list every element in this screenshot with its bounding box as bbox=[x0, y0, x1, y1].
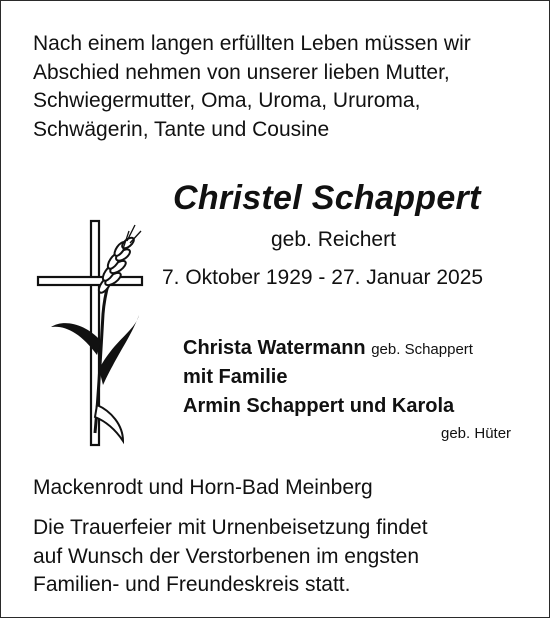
deceased-name: Christel Schappert bbox=[173, 179, 481, 217]
location: Mackenrodt und Horn-Bad Meinberg bbox=[33, 476, 373, 499]
intro-line: Schwiegermutter, Oma, Uroma, Ururoma, bbox=[33, 89, 421, 112]
closing-line: Familien- und Freundeskreis statt. bbox=[33, 573, 351, 596]
mourner-birth-name: geb. Schappert bbox=[371, 341, 473, 358]
mourners-list bbox=[183, 334, 473, 421]
life-dates: 7. Oktober 1929 - 27. Januar 2025 bbox=[162, 266, 484, 289]
cross-with-wheat-icon bbox=[35, 219, 145, 449]
mourner-row bbox=[183, 363, 473, 392]
intro-line: Nach einem langen erfüllten Leben müssen wir bbox=[33, 32, 471, 55]
mourner-name: Armin Schappert und Karola bbox=[183, 395, 455, 417]
birth-name: geb. Reichert bbox=[271, 228, 396, 251]
mourner-name: Christa Watermann bbox=[183, 337, 366, 359]
intro-line: Schwägerin, Tante und Cousine bbox=[33, 117, 330, 141]
intro-line: Abschied nehmen von unserer lieben Mutter, bbox=[33, 60, 450, 84]
closing-line: auf Wunsch der Verstorbenen im engsten bbox=[33, 544, 420, 568]
closing-text bbox=[33, 514, 533, 600]
mourner-birth-name: geb. Hüter bbox=[441, 425, 512, 442]
mourner-family: mit Familie bbox=[183, 366, 288, 388]
mourner-row bbox=[183, 334, 473, 363]
mourner-row bbox=[183, 392, 473, 421]
closing-line: Die Trauerfeier mit Urnenbeisetzung findet bbox=[33, 516, 428, 539]
intro-text bbox=[33, 30, 533, 144]
